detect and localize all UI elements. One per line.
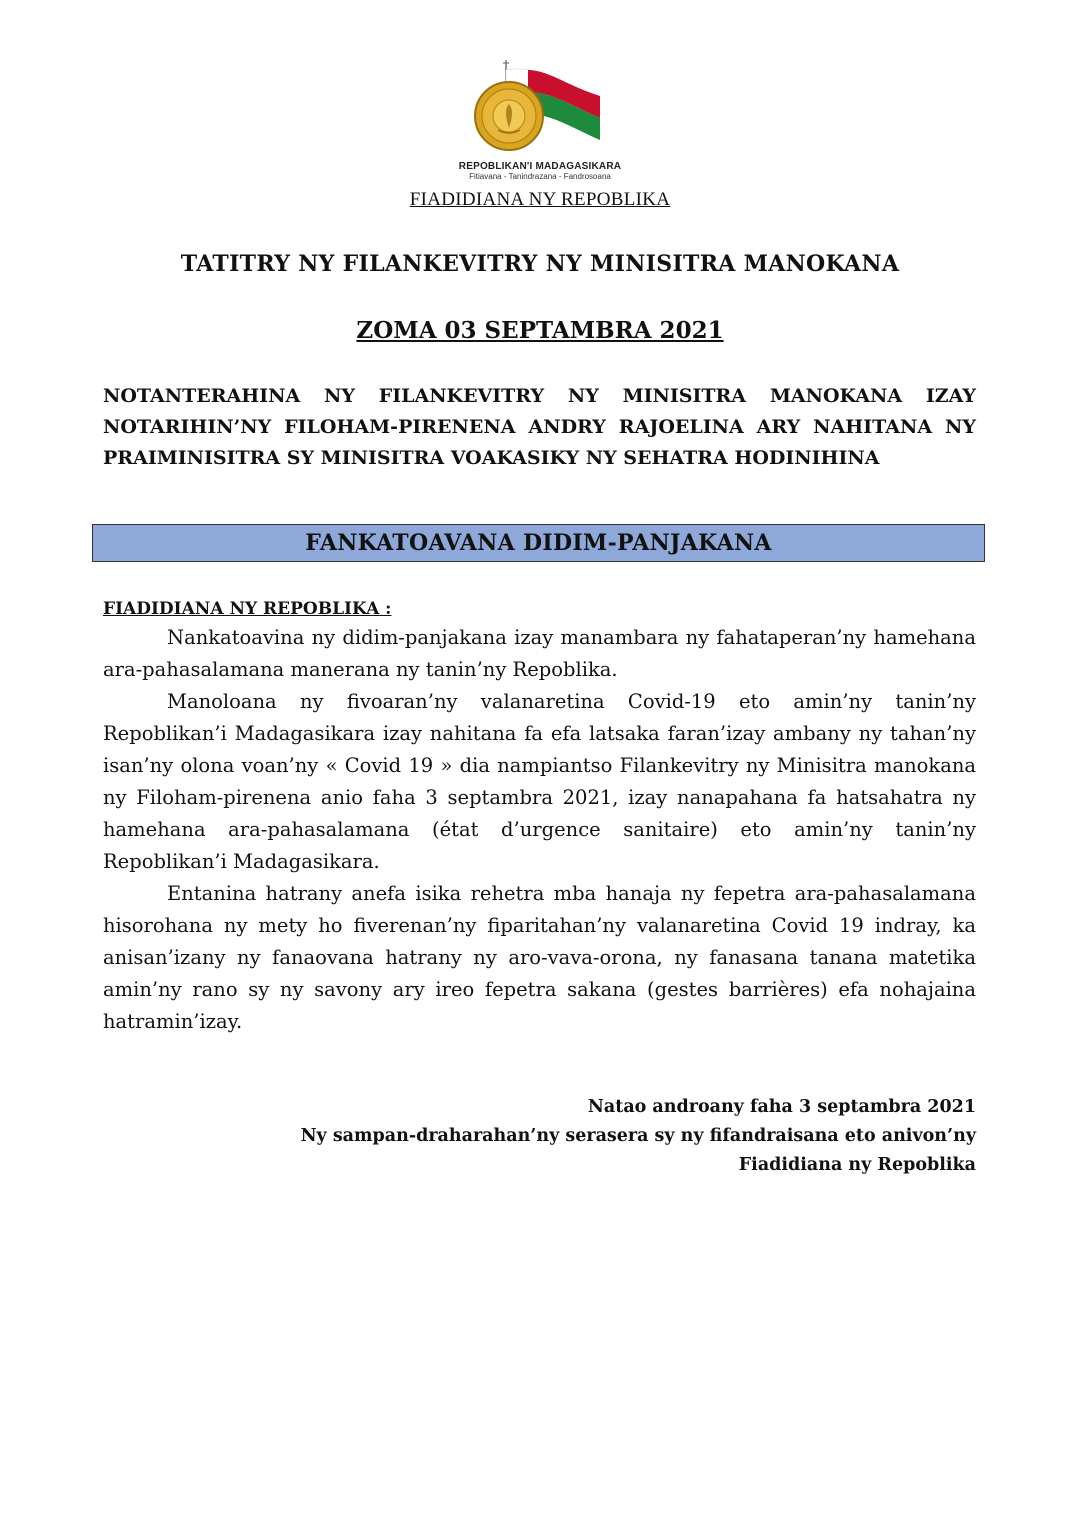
signature-office: Ny sampan-draharahan’ny serasera sy ny fifandraisana eto anivon’ny [300,1126,976,1146]
document-title: TATITRY NY FILANKEVITRY NY MINISITRA MANOKANA [180,251,900,277]
presidency-heading: FIADIDIANA NY REPOBLIKA [409,189,671,210]
emblem-graphic [468,56,608,156]
document-subtitle: NOTANTERAHINA NY FILANKEVITRY NY MINISITRA MANOKANA IZAY NOTARIHIN’NY FILOHAM-PIRENENA ANDRY RAJOELINA ARY NAHITANA NY PRAIMINISITRA SY MINISITRA VOAKASIKY NY SEHATRA HODINIHINA [103,385,976,469]
paragraph: Manoloana ny fivoaran’ny valanaretina Covid-19 eto amin’ny tanin’ny Repoblikan’i Madagasikara izay nahitana fa efa latsaka faran’izay ambany ny tahan’ny isan’ny olona voan’ny « Covid 19 » dia nampiantso Filankevitry ny Minisitra manokana ny Filoham-pirenena anio faha 3 septambra 2021, izay nanapahana fa hatsahatra ny hamehana ara-pahasalamana (état d’urgence sanitaire) eto amin’ny tanin’ny Repoblikan’i Madagasikara. [103,690,976,873]
republic-emblem-icon [468,56,608,156]
signature-institution: Fiadidiana ny Repoblika [738,1155,976,1175]
paragraph: Nankatoavina ny didim-panjakana izay manambara ny fahataperan’ny hamehana ara-pahasalamana manerana ny tanin’ny Repoblika. [103,626,976,681]
paragraph: Entanina hatrany anefa isika rehetra mba hanaja ny fepetra ara-pahasalamana hisorohana ny mety ho fiverenan’ny fiparitahan’ny valanaretina Covid 19 indray, ka anisan’izany ny fanaovana hatrany ny aro-vava-orona, ny fanasana tanana matetika amin’ny rano sy ny savony ary ireo fepetra sakana (gestes barrières) efa nohajaina hatramin’izay. [103,882,976,1033]
signature-date: Natao androany faha 3 septambra 2021 [587,1097,976,1117]
section-heading: FIADIDIANA NY REPOBLIKA : [103,599,392,619]
republic-name: REPOBLIKAN'I MADAGASIKARA [458,161,622,172]
document-date: ZOMA 03 SEPTAMBRA 2021 [356,317,724,344]
section-body [103,622,976,1038]
republic-motto: Fitiavana - Tanindrazana - Fandrosoana [469,172,611,181]
signature-block [103,1093,976,1180]
decree-banner: FANKATOAVANA DIDIM-PANJAKANA [92,524,985,562]
